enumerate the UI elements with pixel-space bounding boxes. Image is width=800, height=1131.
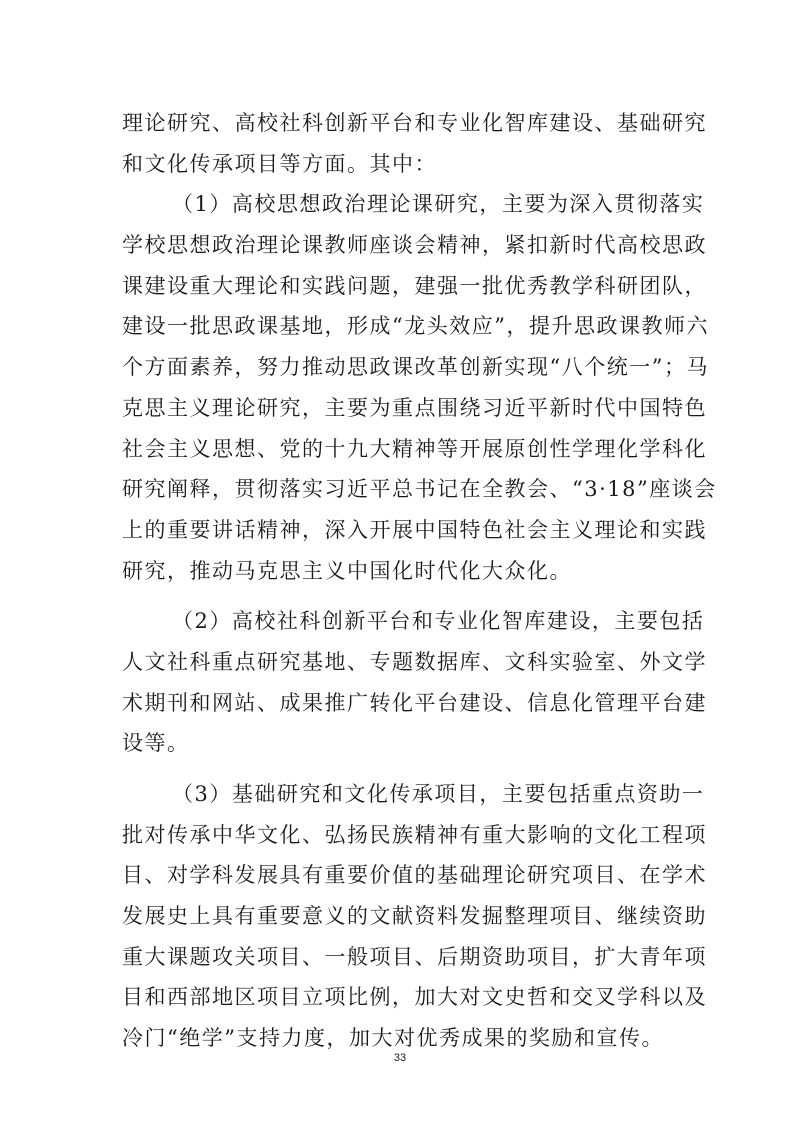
text-line: 理论研究、高校社科创新平台和专业化智库建设、基础研究 [122,111,707,135]
text-line: 人文社科重点研究基地、专题数据库、文科实验室、外文学 [122,649,707,674]
text-line: 术期刊和网站、成果推广转化平台建设、信息化管理平台建 [122,690,707,715]
text-line: 发展史上具有重要意义的文献资料发掘整理项目、继续资助 [122,904,707,929]
text-line: 课建设重大理论和实践问题，建强一批优秀教学科研团队， [122,273,707,298]
text-line: 冷门“绝学”支持力度，加大对优秀成果的奖励和宣传。 [122,1026,664,1051]
text-line: 个方面素养，努力推动思政课改革创新实现“八个统一”；马 [122,355,709,380]
paragraph-first-line: （3）基础研究和文化传承项目，主要包括重点资助一 [172,782,705,806]
text-line: 克思主义理论研究，主要为重点围绕习近平新时代中国特色 [122,395,707,420]
text-line: 和文化传承项目等方面。其中： [122,151,437,176]
paragraph-first-line: （1）高校思想政治理论课研究，主要为深入贯彻落实 [172,192,705,217]
text-line: 批对传承中华文化、弘扬民族精神有重大影响的文化工程项 [122,822,707,847]
page-number: 33 [393,1052,407,1064]
paragraph-gap [122,591,682,601]
text-line: 目和西部地区项目立项比例，加大对文史哲和交叉学科以及 [122,985,707,1010]
paragraph-first-line: （2）高校社科创新平台和专业化智库建设，主要包括 [172,609,705,634]
text-line: 上的重要讲话精神，深入开展中国特色社会主义理论和实践 [122,517,707,542]
paragraph-gap [122,764,682,774]
body-text [122,103,717,1059]
text-line: 目、对学科发展具有重要价值的基础理论研究项目、在学术 [122,863,707,888]
text-line: 研究，推动马克思主义中国化时代化大众化。 [122,558,572,583]
text-line: 学校思想政治理论课教师座谈会精神，紧扣新时代高校思政 [122,233,707,258]
text-line: 社会主义思想、党的十九大精神等开展原创性学理化学科化 [122,436,707,461]
text-line: 研究阐释，贯彻落实习近平总书记在全教会、“3·18”座谈会 [122,477,717,502]
text-line: 重大课题攻关项目、一般项目、后期资助项目，扩大青年项 [122,944,707,969]
text-line: 设等。 [122,731,190,756]
text-line: 建设一批思政课基地，形成“龙头效应”，提升思政课教师六 [122,314,709,339]
